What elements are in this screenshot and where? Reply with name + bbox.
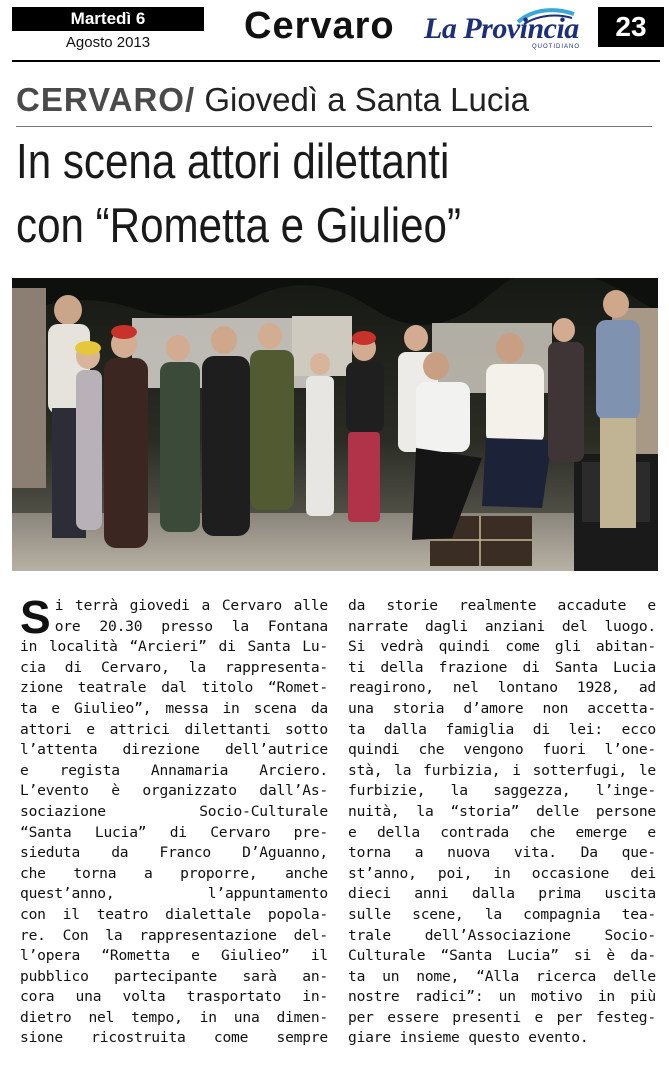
body-line: dieci anni dalla prima uscita <box>348 885 656 903</box>
issue-weekday: Martedì 6 <box>12 7 204 31</box>
masthead <box>0 0 669 62</box>
body-line: Si vedrà quindi come gli abitan- <box>348 638 656 656</box>
kicker-location: CERVARO/ <box>16 81 196 118</box>
kicker-topic: Giovedì a Santa Lucia <box>204 81 530 118</box>
kicker-divider <box>16 126 652 127</box>
body-line: Culturale “Santa Lucia” si è da- <box>348 947 656 965</box>
theatre-cast-photo-icon <box>12 278 658 571</box>
body-line: stà, la furbizia, i sotterfugi, le <box>348 761 656 779</box>
body-line: pubblico partecipante sarà an- <box>20 967 328 985</box>
body-line: quindi che vengono fuori l’one- <box>348 741 656 759</box>
headline-line: In scena attori dilettanti <box>16 135 450 189</box>
body-line: ti della frazione di Santa Lucia <box>348 658 656 676</box>
page-number: 23 <box>598 7 664 47</box>
body-line: cia di Cervaro, la rappresenta- <box>20 658 328 676</box>
body-line: “Santa Lucia” di Cervaro pre- <box>20 823 328 841</box>
body-line: sociazione Socio-Culturale <box>20 802 328 820</box>
section-name: Cervaro <box>244 5 395 47</box>
article-kicker <box>16 80 529 120</box>
body-line: nostre radici”: un motivo in più <box>348 988 656 1006</box>
body-line: quest’anno, l’appuntamento <box>20 885 328 903</box>
headline-line: con “Rometta e Giulieo” <box>16 199 462 253</box>
body-line: furbizie, la saggezza, l’inge- <box>348 782 656 800</box>
body-line: e della contrada che emerge e <box>348 823 656 841</box>
body-line: da storie realmente accadute e <box>348 597 656 614</box>
body-line: ta e Giulieo”, messa in scena da <box>20 699 328 717</box>
body-line: ore 20.30 presso la Fontana <box>54 617 328 635</box>
body-line: l’opera “Rometta e Giulieo” il <box>20 947 328 965</box>
body-line: sulle scene, la compagnia tea- <box>348 905 656 923</box>
issue-month-year: Agosto 2013 <box>65 34 151 51</box>
body-line: ta dalla famiglia di lei: ecco <box>348 720 656 738</box>
body-line: ta un nome, “Alla ricerca delle <box>348 967 656 985</box>
body-line: in località “Arcieri” di Santa Lu- <box>20 638 328 656</box>
article-photo <box>12 278 658 571</box>
drop-cap: S <box>20 591 51 643</box>
article-body-left-column <box>20 591 328 1049</box>
body-line: e regista Annamaria Arciero. <box>20 761 328 779</box>
body-line: nuità, la “storia” delle persone <box>348 802 656 820</box>
body-line: per essere presenti e per festeg- <box>348 1008 656 1026</box>
article-body-right-column <box>348 596 656 1049</box>
body-line: attori e attrici dilettanti sotto <box>20 720 328 738</box>
newspaper-logo <box>424 8 586 52</box>
body-line: reagirono, nel lontano 1928, ad <box>348 679 656 697</box>
body-line: dietro nel tempo, in una dimen- <box>20 1008 328 1026</box>
body-line: torna a nuova vita. Da que- <box>348 844 656 862</box>
logo-subtitle: QUOTIDIANO <box>531 44 580 50</box>
body-line: che torna a proporre, anche <box>20 864 328 882</box>
body-line: i terrà giovedi a Cervaro alle <box>54 597 328 614</box>
body-line: zione teatrale dal titolo “Romet- <box>20 679 328 697</box>
body-line: cora una volta trasportato in- <box>20 988 328 1006</box>
body-line: st’anno, poi, in occasione dei <box>348 864 656 882</box>
body-line: sione ricostruita come sempre <box>20 1029 328 1047</box>
body-line: trale dell’Associazione Socio- <box>348 926 656 944</box>
body-line: una storia d’amore non accetta- <box>348 699 656 717</box>
body-line: L’evento è organizzato dall’As- <box>20 782 328 800</box>
body-line: sieduta da Franco D’Aguanno, <box>20 844 328 862</box>
body-line: con il teatro dialettale popola- <box>20 905 328 923</box>
logo-text: La Provincia <box>424 12 579 45</box>
article-headline <box>16 130 656 258</box>
body-line: narrate dagli anziani del luogo. <box>348 617 656 635</box>
body-line: l’attenta direzione dell’autrice <box>20 741 328 759</box>
body-line: giare insieme questo evento. <box>348 1029 589 1047</box>
body-line: re. Con la rappresentazione del- <box>20 926 328 944</box>
masthead-divider <box>12 60 660 62</box>
